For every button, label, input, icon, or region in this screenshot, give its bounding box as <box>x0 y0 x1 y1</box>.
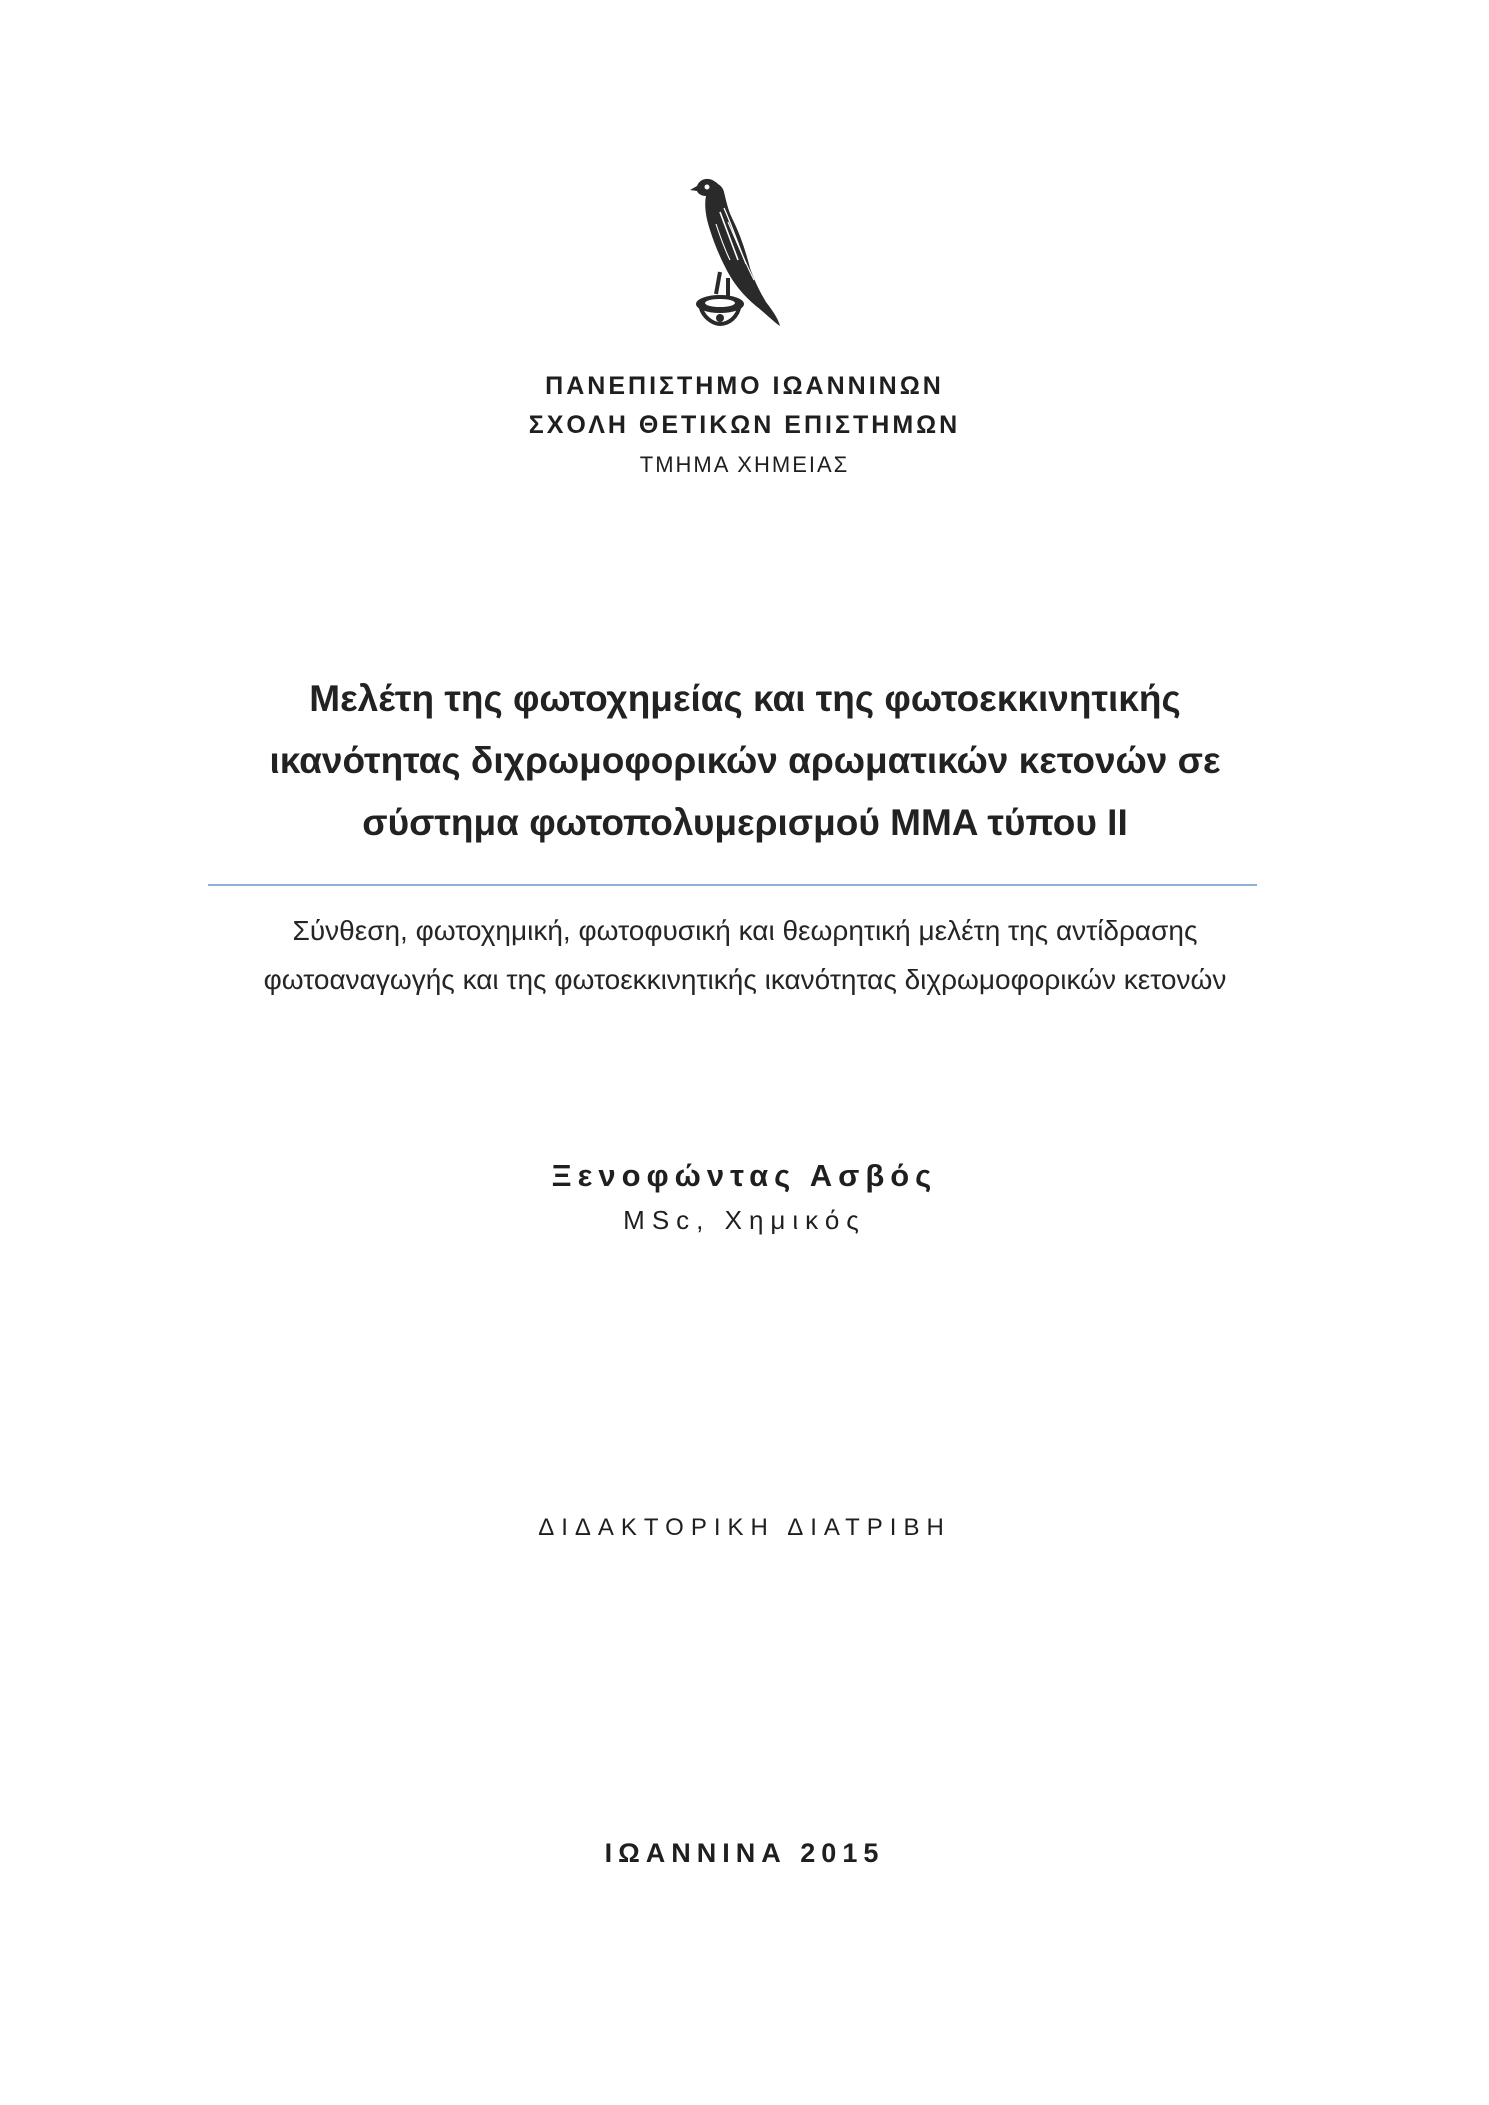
thesis-type: ΔΙΔΑΚΤΟΡΙΚΗ ΔΙΑΤΡΙΒΗ <box>538 1514 951 1541</box>
thesis-title-line: ικανότητας διχρωμοφορικών αρωματικών κετονών σε <box>269 740 1221 781</box>
school-name: ΣΧΟΛΗ ΘΕΤΙΚΩΝ ΕΠΙΣΤΗΜΩΝ <box>528 411 961 439</box>
author-degree: MSc, Χημικός <box>623 1205 866 1235</box>
owl-emblem-icon <box>680 172 790 330</box>
thesis-title-line: Μελέτη της φωτοχημείας και της φωτοεκκινητικής <box>309 678 1181 719</box>
place-and-year: ΙΩΑΝΝΙΝΑ 2015 <box>604 1838 885 1868</box>
thesis-title-line: σύστημα φωτοπολυμερισμού MMA τύπου II <box>362 802 1128 843</box>
thesis-title <box>190 668 1300 854</box>
department-name: ΤΜΗΜΑ ΧΗΜΕΙΑΣ <box>639 452 850 477</box>
author-name: Ξενοφώντας Ασβός <box>551 1158 938 1193</box>
thesis-subtitle <box>190 906 1300 1004</box>
university-name: ΠΑΝΕΠΙΣΤΗΜΟ ΙΩΑΝΝΙΝΩΝ <box>545 372 944 400</box>
title-divider <box>208 884 1257 886</box>
thesis-subtitle-line: φωτοαναγωγής και της φωτοεκκινητικής ικανότητας διχρωμοφορικών κετονών <box>263 964 1227 995</box>
thesis-subtitle-line: Σύνθεση, φωτοχημική, φωτοφυσική και θεωρητική μελέτη της αντίδρασης <box>292 915 1198 946</box>
